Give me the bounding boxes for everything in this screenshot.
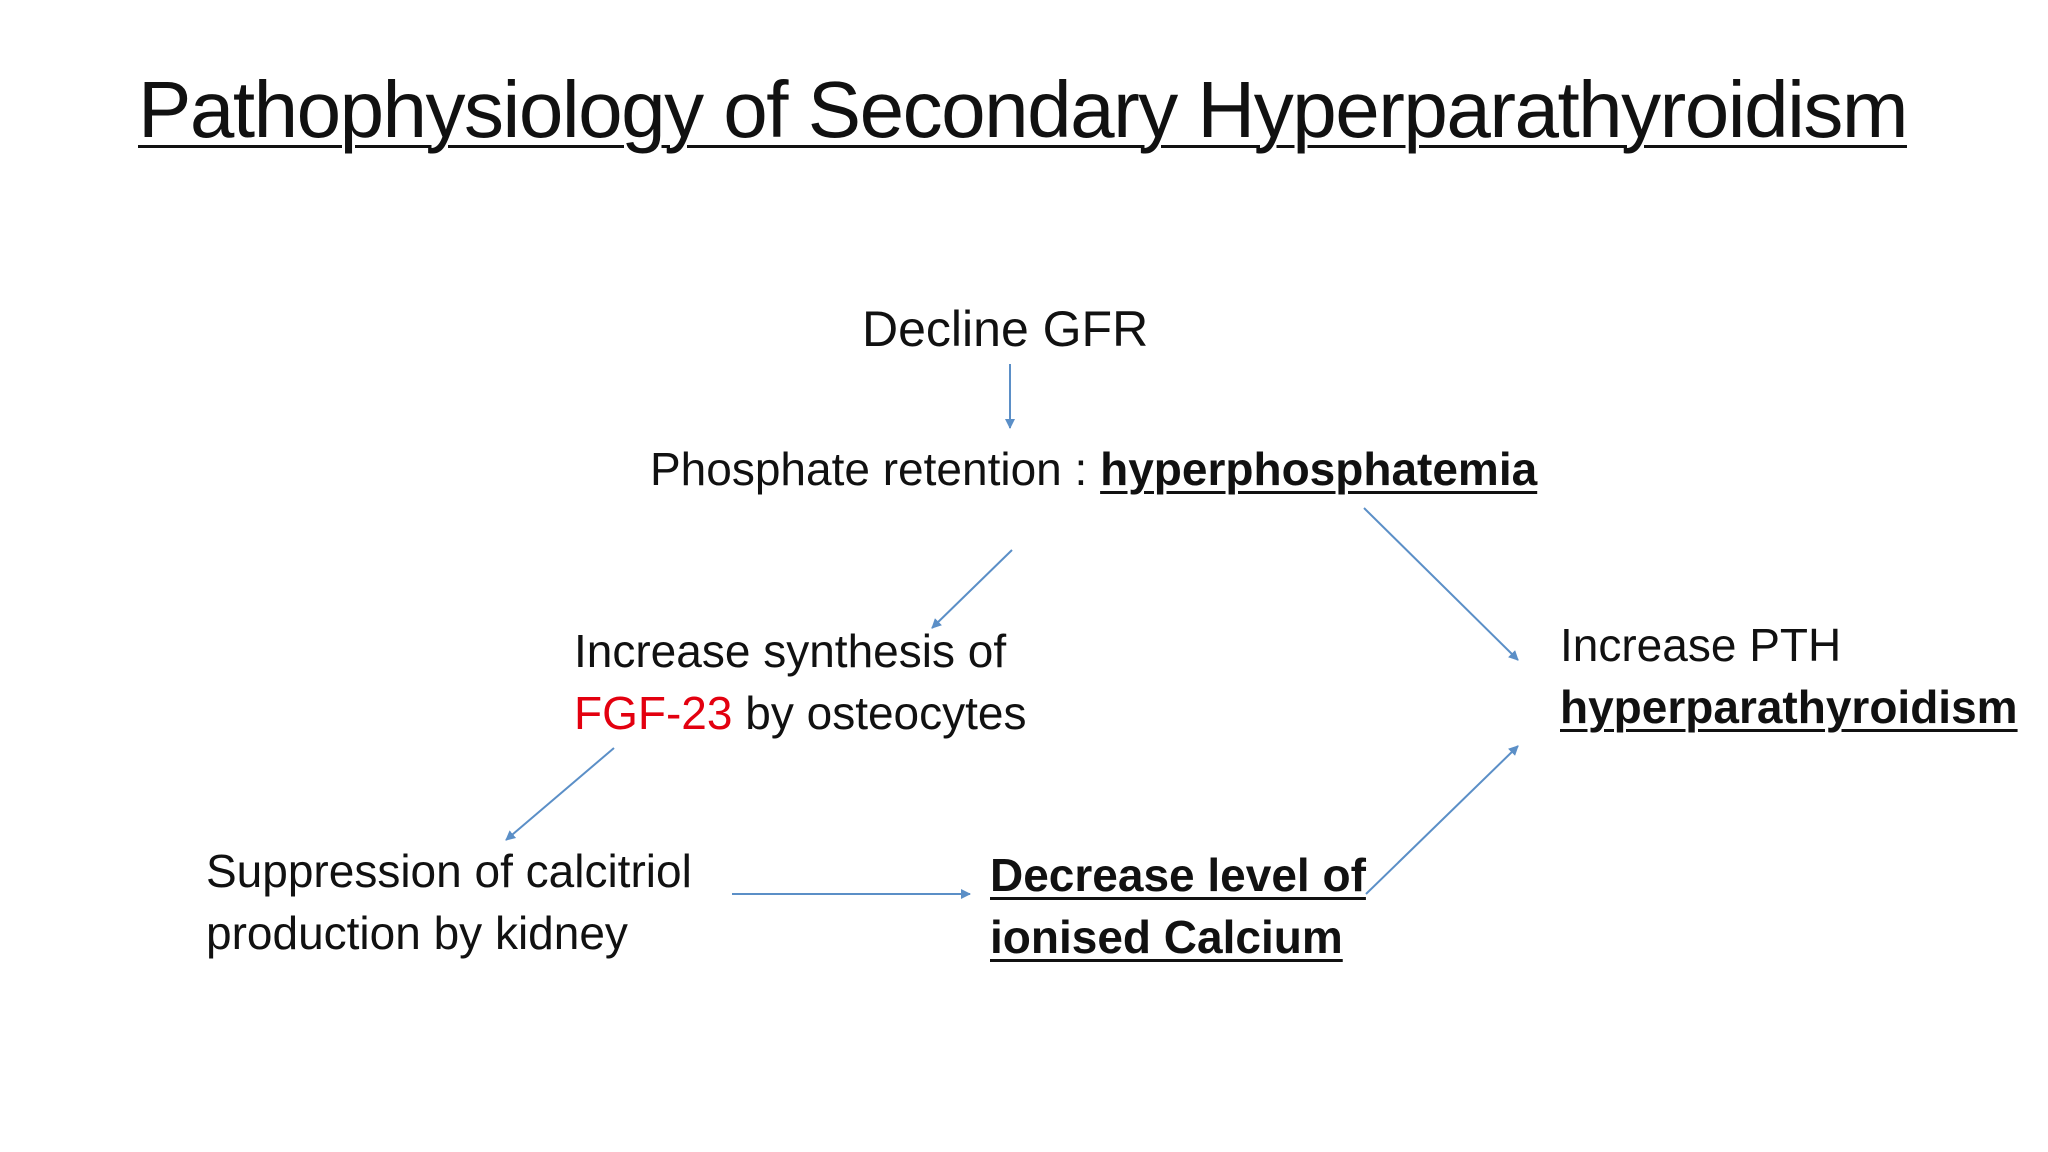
calcitriol-line1: Suppression of calcitriol — [206, 845, 692, 897]
arrow-fgf23-to-calcitriol — [506, 748, 614, 840]
fgf23-line1: Increase synthesis of — [574, 625, 1007, 677]
pth-line2: hyperparathyroidism — [1560, 681, 2018, 733]
phosphate-prefix: Phosphate retention : — [650, 443, 1101, 495]
arrow-phosphate-to-fgf23 — [932, 550, 1012, 628]
phosphate-emphasis: hyperphosphatemia — [1100, 443, 1538, 495]
page-title: Pathophysiology of Secondary Hyperparathyroidism — [138, 65, 1907, 154]
arrow-calcium-to-pth — [1366, 746, 1518, 894]
arrow-phosphate-to-pth — [1364, 508, 1518, 660]
fgf23-highlight: FGF-23 — [574, 687, 733, 739]
calcium-line1: Decrease level of — [990, 849, 1366, 901]
pth-line1: Increase PTH — [1560, 619, 1842, 671]
fgf23-line2-rest: by osteocytes — [732, 687, 1027, 739]
calcium-line2: ionised Calcium — [990, 911, 1343, 963]
calcitriol-line2: production by kidney — [206, 907, 628, 959]
node-decline-gfr-label: Decline GFR — [862, 301, 1149, 357]
